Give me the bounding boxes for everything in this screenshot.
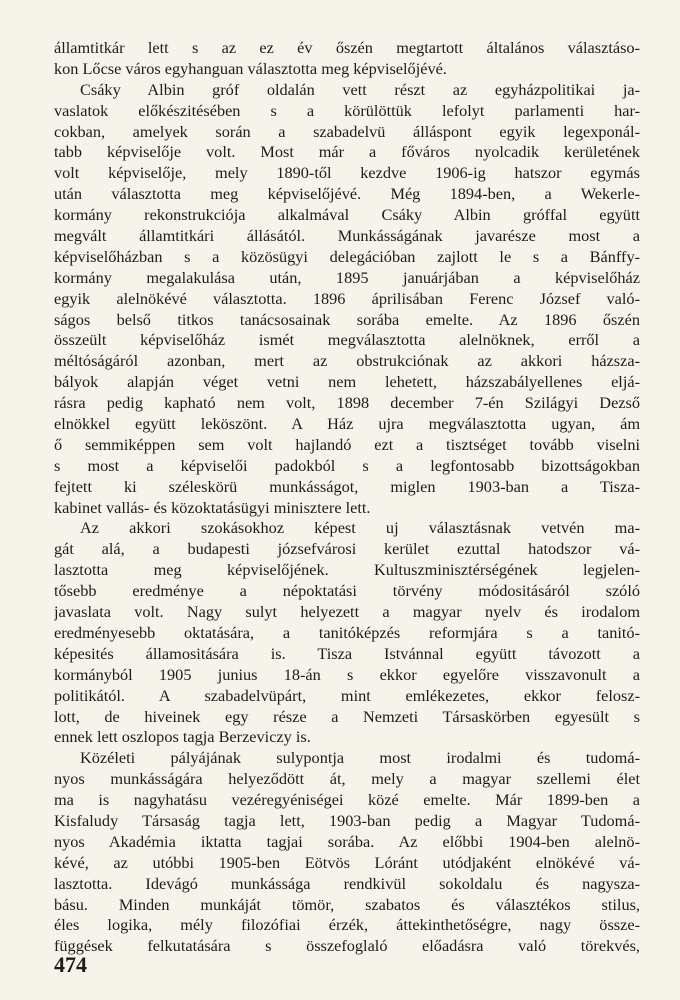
text-line: javaslata volt. Nagy sulyt helyezett a magyar nyelv és irodalom (54, 602, 640, 622)
text-line: eredményesebb oktatására, a tanitóképzés reformjára s a tanitó- (54, 622, 640, 642)
text-line: rásra pedig kapható nem volt, 1898 december 7-én Szilágyi Dezső (54, 393, 640, 413)
text-line: volt képviselője, mely 1890-től kezdve 1906-ig hatszor egymás (54, 163, 640, 183)
text-line: képviselőházban s a közösügyi delegációban zajlott le s a Bánffy- (54, 246, 640, 266)
text-line: Az akkori szokásokhoz képest uj választásnak vetvén ma- (80, 518, 640, 538)
text-line: básu. Minden munkáját tömör, szabatos és választékos stilus, (54, 894, 640, 914)
text-line: kabinet vallás- és közoktatásügyi minisztere lett. (54, 497, 371, 517)
text-line: nyos Akadémia iktatta tagjai sorába. Az előbbi 1904-ben alelnö- (54, 831, 640, 851)
text-line: kévé, az utóbbi 1905-ben Eötvös Lóránt utódjaként elnökévé vá- (54, 852, 640, 872)
text-line: nyos munkásságára helyeződött át, mely a magyar szellemi élet (54, 769, 640, 789)
text-line: kormány rekonstrukciója alkalmával Csáky Albin gróffal együtt (54, 205, 640, 225)
text-line: cokban, amelyek során a szabadelvü álláspont egyik legexponál- (54, 121, 640, 141)
text-line: megvált államtitkári állásától. Munkásságának javarésze most a (54, 226, 640, 246)
text-line: kon Lőcse város egyhanguan választotta meg képviselőjévé. (54, 58, 447, 78)
text-line: fejtett ki széleskörü munkásságot, miglen 1903-ban a Tisza- (54, 476, 640, 496)
text-line: Kisfaludy Társaság tagja lett, 1903-ban pedig a Magyar Tudomá- (54, 810, 640, 830)
text-line: egyik alelnökévé választotta. 1896 áprilisában Ferenc József való- (54, 288, 640, 308)
text-line: s most a képviselői padokból s a legfontosabb bizottságokban (54, 455, 640, 475)
text-line: államtitkár lett s az ez év őszén megtartott általános választáso- (54, 38, 640, 57)
page-number: 474 (54, 952, 87, 977)
text-line: lasztotta. Idevágó munkássága rendkivül sokoldalu és nagysza- (54, 873, 640, 893)
text-line: bályok alapján véget vetni nem lehetett, házszabályellenes eljá- (54, 372, 640, 392)
text-line: képesités államositására is. Tisza Istvánnal együtt távozott a (54, 643, 640, 663)
text-line: függések felkutatására s összefoglaló előadásra való törekvés, (54, 936, 640, 956)
text-line: tősebb eredménye a népoktatási törvény módositásáról szóló (54, 581, 640, 601)
text-line: ságos belső titkos tanácsosainak sorába emelte. Az 1896 őszén (54, 309, 640, 329)
text-line: éles logika, mély filozófiai érzék, áttekinthetőségre, nagy össze- (54, 915, 640, 935)
text-line: összeült képviselőház ismét megválasztotta alelnöknek, erről a (54, 330, 640, 350)
document-body (54, 38, 640, 957)
text-line: Csáky Albin gróf oldalán vett részt az egyházpolitikai ja- (80, 79, 640, 99)
text-line: tabb képviselője volt. Most már a főváros nyolcadik kerületének (54, 142, 640, 162)
text-line: politikától. A szabadelvüpárt, mint emlékezetes, ekkor felosz- (54, 685, 640, 705)
text-line: Közéleti pályájának sulypontja most irodalmi és tudomá- (80, 748, 640, 768)
text-line: gát alá, a budapesti józsefvárosi kerület ezuttal hatodszor vá- (54, 539, 640, 559)
text-line: vaslatok előkészitésében s a körülöttük lefolyt parlamenti har- (54, 100, 640, 120)
text-line: lasztotta meg képviselőjének. Kultuszminisztérségének legjelen- (54, 560, 640, 580)
text-line: méltóságáról azonban, mert az obstrukciónak az akkori házsza- (54, 351, 640, 371)
text-line: ő semmiképpen sem volt hajlandó ezt a tisztséget tovább viselni (54, 434, 640, 454)
text-line: lott, de hiveinek egy része a Nemzeti Társaskörben egyesült s (54, 706, 640, 726)
text-line: kormányból 1905 junius 18-án s ekkor egyelőre visszavonult a (54, 664, 640, 684)
text-line: után választotta meg képviselőjévé. Még 1894-ben, a Wekerle- (54, 184, 640, 204)
text-line: kormány megalakulása után, 1895 januárjában a képviselőház (54, 267, 640, 287)
text-line: elnökkel együtt leköszönt. A Ház ujra megválasztotta ugyan, ám (54, 414, 640, 434)
text-line: ennek lett oszlopos tagja Berzeviczy is. (54, 727, 311, 747)
text-line: ma is nagyhatásu vezéregyéniségei közé emelte. Már 1899-ben a (54, 790, 640, 810)
